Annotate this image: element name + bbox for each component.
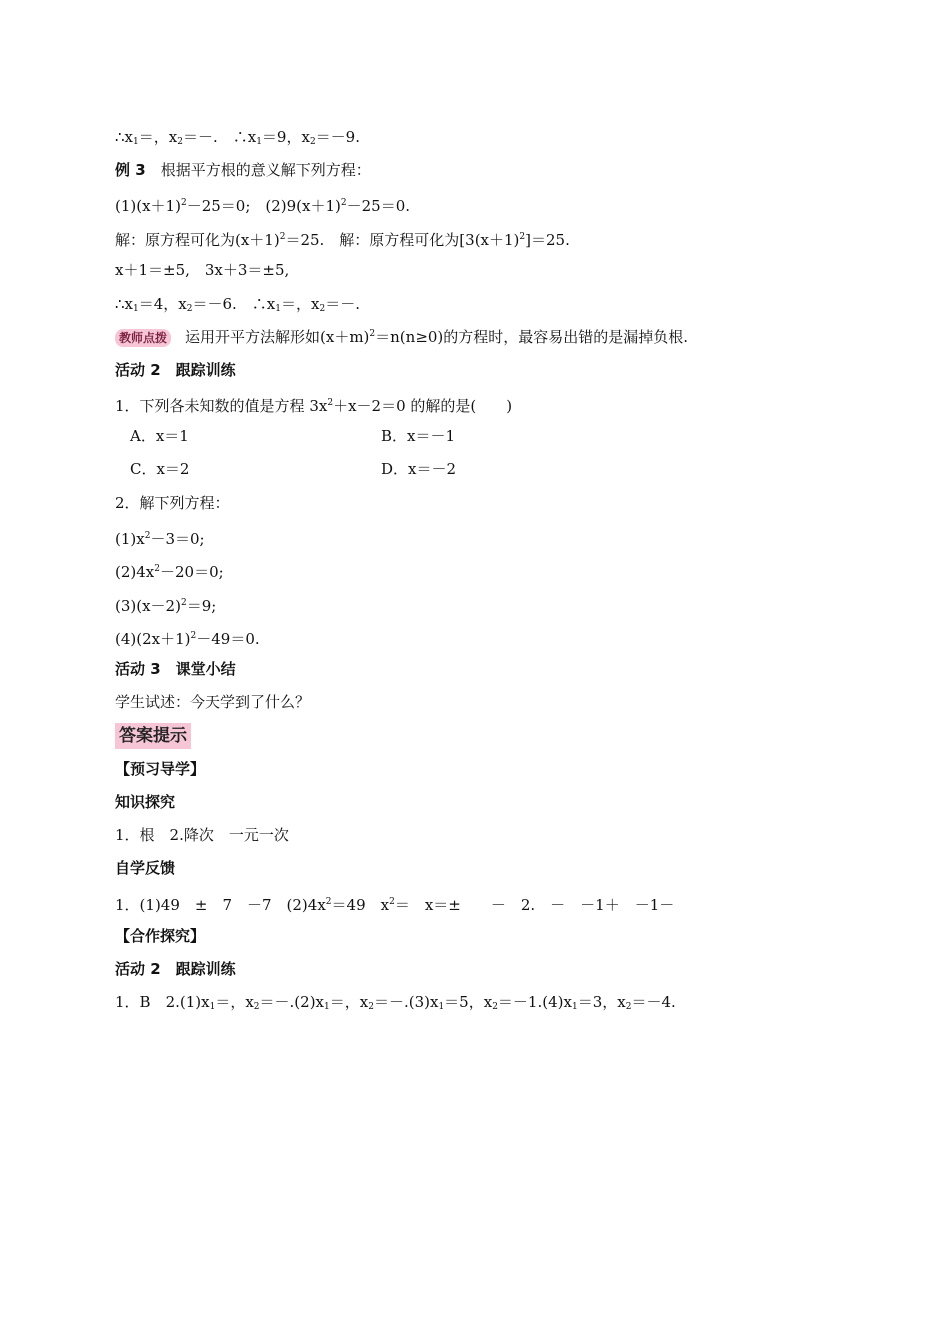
example-3-result: $\therefore x_1=4$，$x_2=-6$. $\therefore x_1=$，$x_2=-$. (115, 295, 360, 314)
activity-2-answers-heading: 活动 2 跟踪训练 (115, 960, 236, 978)
example-3-heading: 例 3 根据平方根的意义解下列方程： (115, 161, 371, 179)
question-1: 1．下列各未知数的值是方程 $3x^2+x-2=0$ 的解的是( ) (115, 397, 513, 415)
summary-text: 学生试述：今天学到了什么？ (115, 693, 311, 711)
question-2-4: $(4)(2x+1)^2-49=0$. (115, 630, 260, 648)
activity-2-answers: 1．B $2.(1)x_1=$，$x_2=-.(2)x_1=$，$x_2=-.(3)x_1=5$，$x_2=-1.(4)x_1=3$，$x_2=-4$. (115, 993, 676, 1012)
question-2-1: $(1)x^2-3=0$; (115, 530, 205, 548)
line-roots-1: $\therefore x_1=$，$x_2=-$. $\therefore x_1=9$，$x_2=-9$. (115, 128, 360, 147)
example-3-solution: 解：原方程可化为$(x+1)^2=25$. 解：原方程可化为$[3(x+1)^2]=25$. (115, 231, 570, 249)
answer-hint-tag: 答案提示 (115, 723, 191, 749)
knowledge-answers: 1．根 2.降次 一元一次 (115, 826, 289, 844)
knowledge-heading: 知识探究 (115, 793, 176, 811)
option-b: B．x＝－1 (381, 427, 456, 445)
preview-heading: 【预习导学】 (115, 760, 206, 778)
option-c: C．x＝2 (130, 460, 190, 478)
activity-2-heading: 活动 2 跟踪训练 (115, 361, 236, 379)
option-a: A．x＝1 (130, 427, 189, 445)
question-2: 2．解下列方程： (115, 494, 230, 512)
question-2-3: $(3)(x-2)^2=9$; (115, 597, 217, 615)
self-feedback-answers: 1．(1)49 ± 7 －7 $(2)4x^2=49$ $x^2=$ x＝± － 2. － －1＋ －1－ (115, 896, 675, 914)
option-d: D．x＝－2 (381, 460, 457, 478)
teacher-tip-badge: 教师点拨 (115, 329, 171, 347)
cooperation-heading: 【合作探究】 (115, 927, 206, 945)
question-2-2: $(2)4x^2-20=0$; (115, 563, 224, 581)
teacher-tip: 教师点拨 运用开平方法解形如$(x+m)^2=n(n\ge 0)$的方程时，最容易出错的是漏掉负根. (115, 323, 688, 348)
example-3-step: x＋1＝±5, 3x＋3＝±5, (115, 261, 290, 279)
example-3-equations: $(1)(x+1)^2-25=0$; $(2)9(x+1)^2-25=0$. (115, 197, 411, 215)
self-feedback-heading: 自学反馈 (115, 859, 176, 877)
activity-3-heading: 活动 3 课堂小结 (115, 660, 236, 678)
